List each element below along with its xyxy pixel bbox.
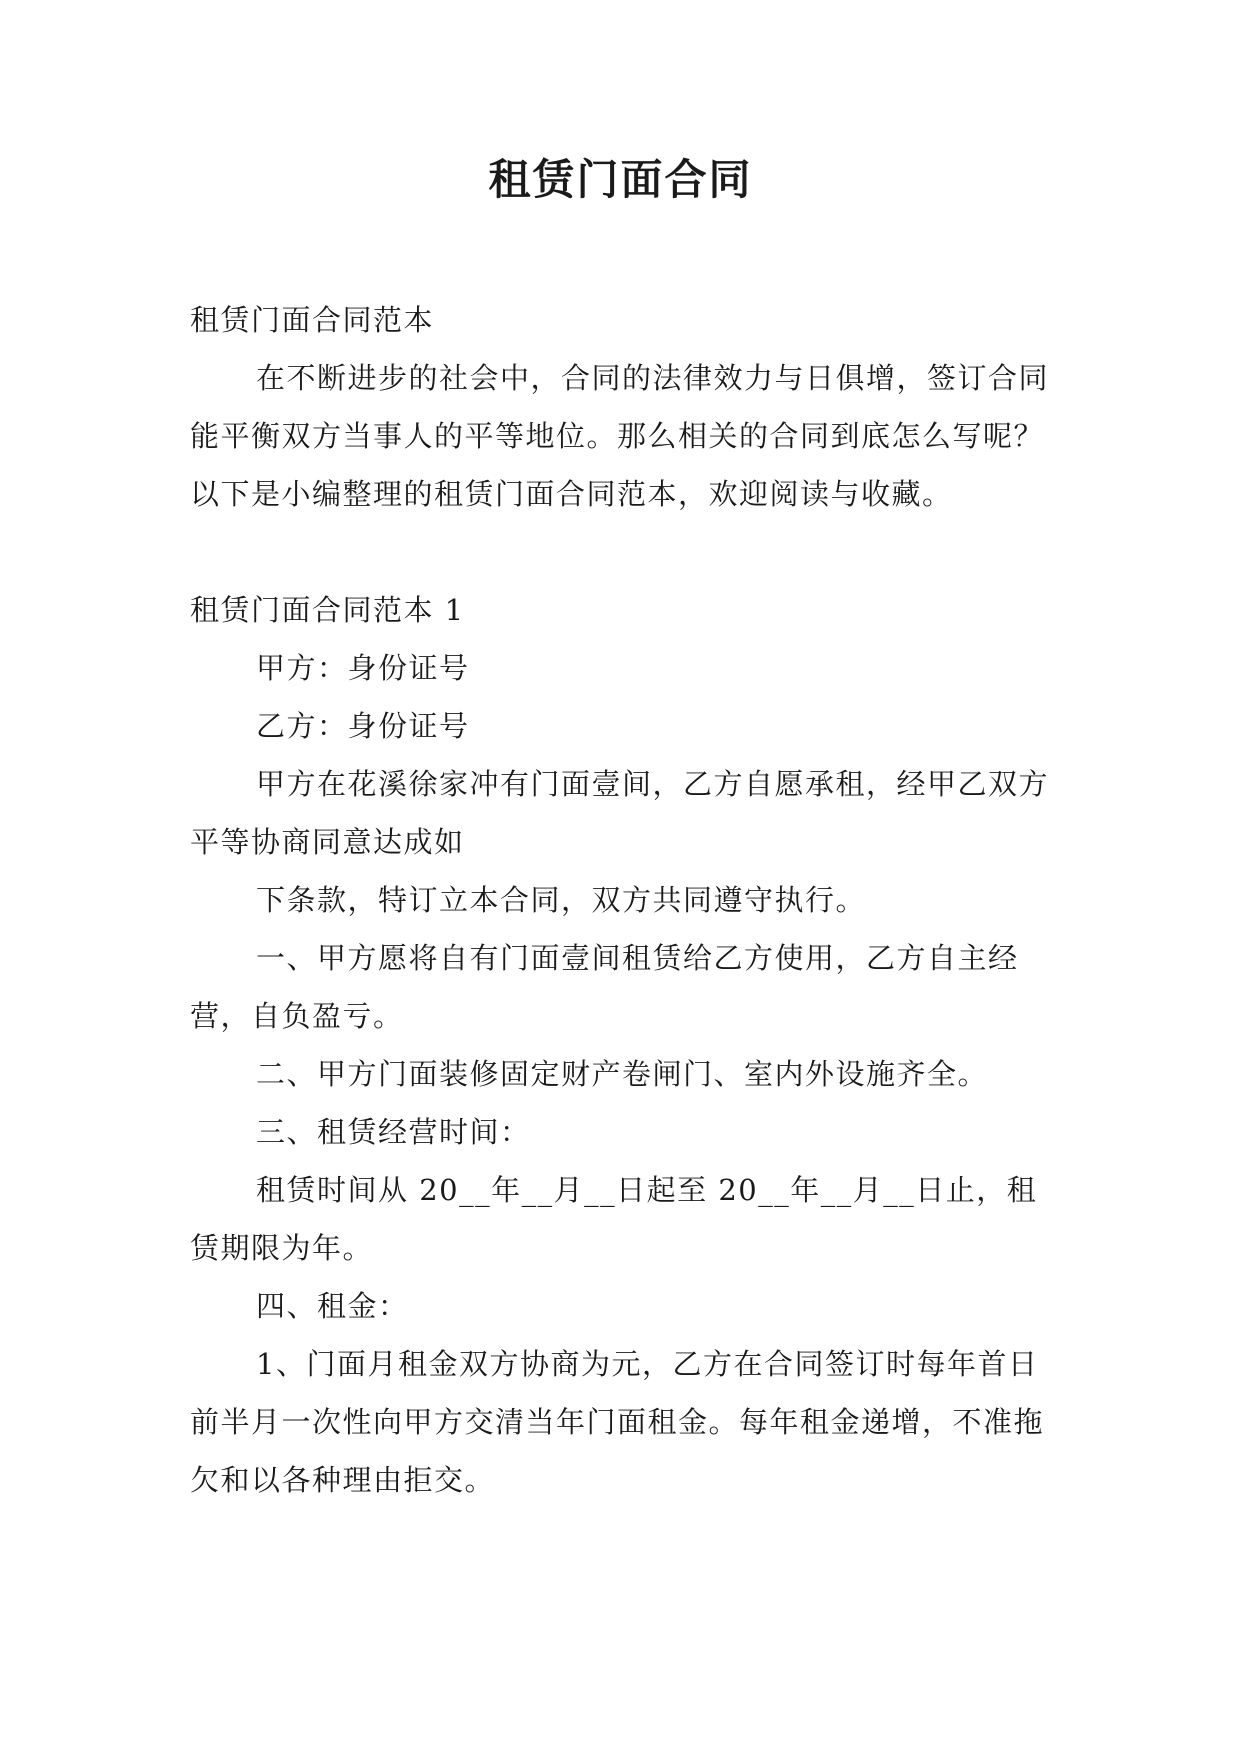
section-heading-sample-1: 租赁门面合同范本 1 xyxy=(190,593,465,627)
clause-1: 一、甲方愿将自有门面壹间租赁给乙方使用，乙方自主经营，自负盈亏。 xyxy=(190,941,1019,1033)
clause-4-item-1: 1、门面月租金双方协商为元，乙方在合同签订时每年首日前半月一次性向甲方交清当年门面租金。每年租金递增，不准拖欠和以各种理由拒交。 xyxy=(190,1347,1045,1497)
agreement-paragraph: 甲方在花溪徐家冲有门面壹间，乙方自愿承租，经甲乙双方平等协商同意达成如 xyxy=(190,767,1050,859)
party-a-line: 甲方：身份证号 xyxy=(256,651,470,685)
intro-paragraph: 在不断进步的社会中，合同的法律效力与日俱增，签订合同能平衡双方当事人的平等地位。那么相关的合同到底怎么写呢？以下是小编整理的租赁门面合同范本，欢迎阅读与收藏。 xyxy=(190,361,1050,511)
document-body xyxy=(190,291,1056,1509)
clause-3-term: 租赁时间从 20__年__月__日起至 20__年__月__日止，租赁期限为年。 xyxy=(190,1173,1038,1265)
clause-3-heading: 三、租赁经营时间： xyxy=(256,1115,531,1149)
party-b-line: 乙方：身份证号 xyxy=(256,709,470,743)
clause-2: 二、甲方门面装修固定财产卷闸门、室内外设施齐全。 xyxy=(256,1057,989,1091)
agreement-continuation: 下条款，特订立本合同，双方共同遵守执行。 xyxy=(256,883,867,917)
clause-4-heading: 四、租金： xyxy=(256,1289,409,1323)
paragraph-gap xyxy=(190,523,1056,581)
section-heading-sample: 租赁门面合同范本 xyxy=(190,303,435,337)
document-title: 租赁门面合同 xyxy=(488,155,753,204)
